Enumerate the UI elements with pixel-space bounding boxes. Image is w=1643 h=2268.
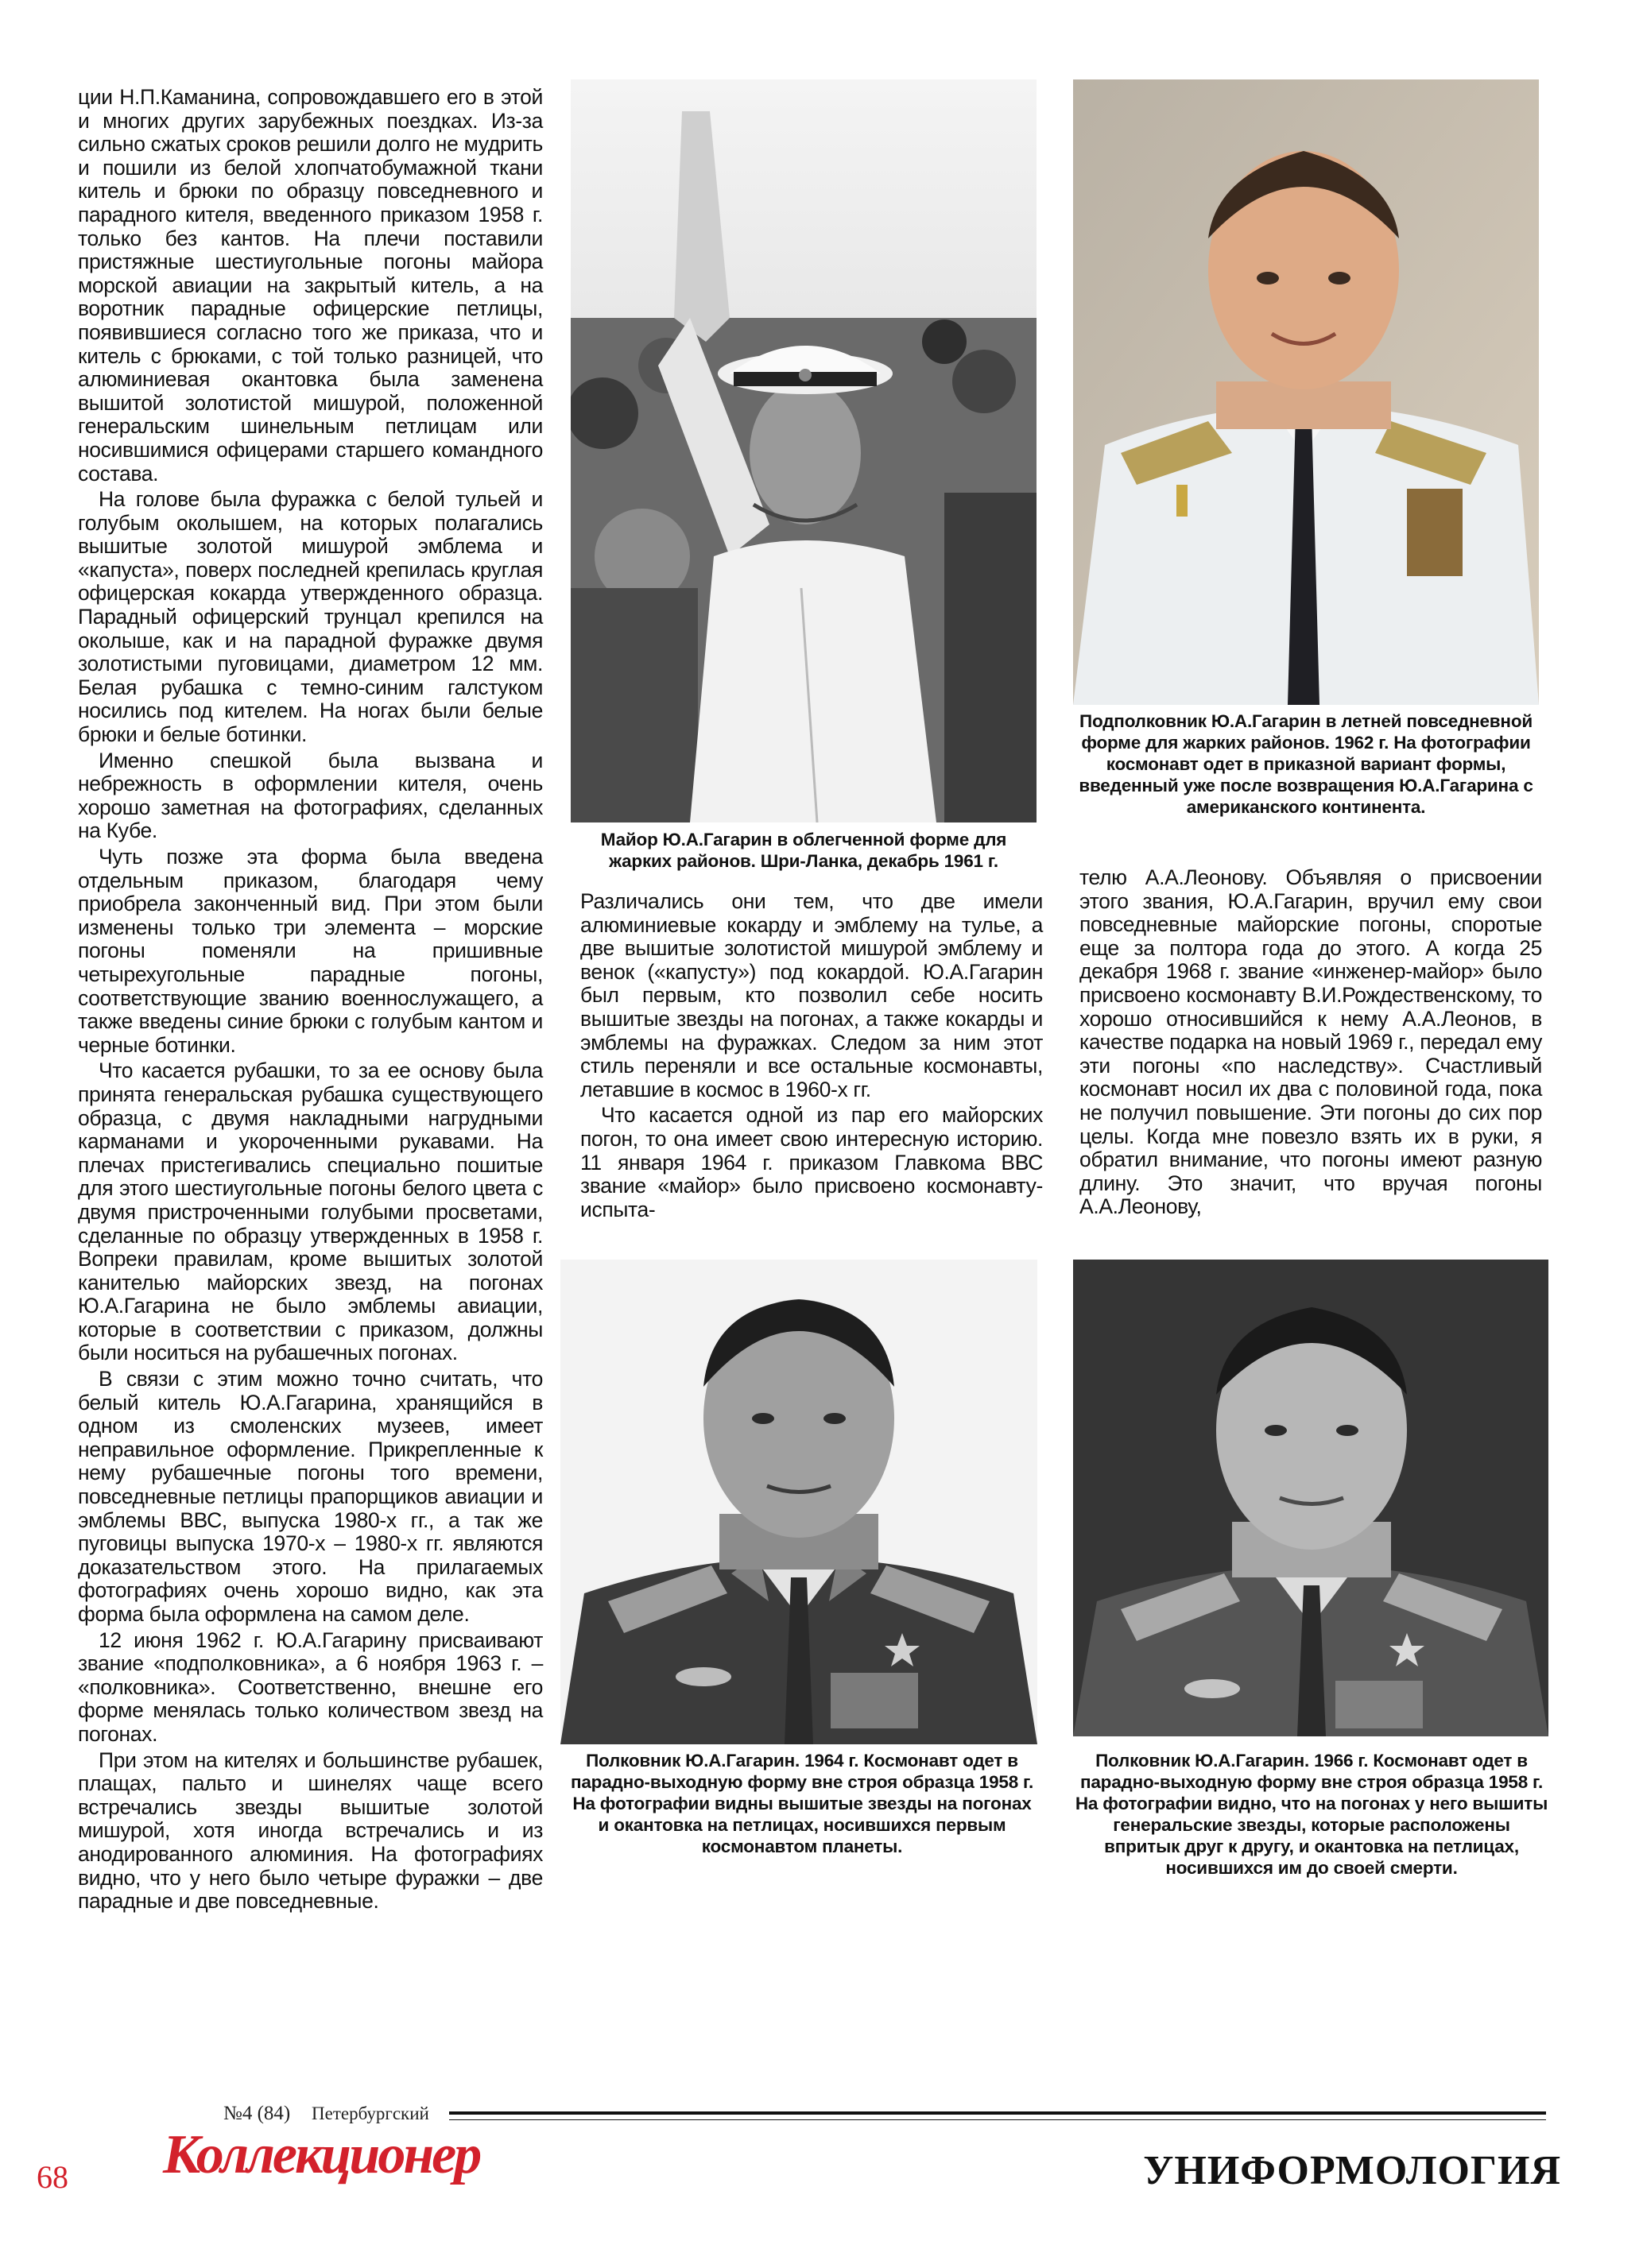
paragraph: Чуть позже эта форма была введена отдельным приказом, благодаря чему приобрела законченный вид. При этом были изменены только три элемента – морские погоны поменяли на пришивные четырехугольные парадные погоны, соответствующие званию военнослужащего, а также введены синие брюки с голубым кантом и черные ботинки. <box>78 845 543 1057</box>
photo-caption: Полковник Ю.А.Гагарин. 1966 г. Космонавт одет в парадно-выходную форму вне строя образца 1958 г. На фотографии видно, что на погонах у него вышиты генеральские звезды, которые расположены впритык друг к другу, и окантовка на петлицах, носившихся им до своей смерти. <box>1075 1751 1548 1878</box>
magazine-city: Петербургский <box>312 2104 429 2123</box>
magazine-logo: Коллекционер <box>163 2124 480 2185</box>
left-text-column <box>78 86 543 1916</box>
footer-rule-bottom <box>449 2119 1546 2120</box>
paragraph: Именно спешкой была вызвана и небрежность в оформлении кителя, очень хорошо заметная на фотографиях, сделанных на Кубе. <box>78 748 543 843</box>
photo-caption: Майор Ю.А.Гагарин в облегченной форме для жарких районов. Шри-Ланка, декабрь 1961 г. <box>600 830 1007 871</box>
photo-caption: Подполковник Ю.А.Гагарин в летней повседневной форме для жарких районов. 1962 г. На фотографии космонавт одет в приказной вариант формы, введенный уже после возвращения Ю.А.Гагарина с американского континента. <box>1079 711 1533 817</box>
page-number: 68 <box>37 2159 68 2195</box>
photo-gagarin-white-uniform <box>1073 79 1539 705</box>
paragraph: 12 июня 1962 г. Ю.А.Гагарину присваивают звание «подполковника», а 6 ноября 1963 г. – «полковника». Соответственно, внешне его форме менялась только количеством звезд на погонах. <box>78 1627 543 1746</box>
paragraph: В связи с этим можно точно считать, что белый китель Ю.А.Гагарина, хранящийся в одном из смоленских музеев, имеет неправильное оформление. Прикрепленные к нему рубашечные погоны того времени, повседневные петлицы прапорщиков авиации и эмблемы ВВС, выпуска 1980-х гг., а так же пуговицы выпуска 1970-х – 1980-х гг. являются доказательством этого. На прилагаемых фотографиях очень хорошо видно, как эта форма была оформлена на самом деле. <box>78 1367 543 1626</box>
paragraph: На голове была фуражка с белой тульей и голубым околышем, на которых полагались вышитые золотой мишурой эмблема и «капуста», поверх последней крепилась круглая офицерская кокарда утвержденного образца. Парадный офицерский трунцал крепился на околыше, как и на парадной фуражке двумя золотистыми пуговицами, диаметром 12 мм. Белая рубашка с темно-синим галстуком носились под кителем. На ногах были белые брюки и белые ботинки. <box>78 487 543 747</box>
paragraph: Что касается одной из пар его майорских погон, то она имеет свою интересную историю. 11 января 1964 г. приказом Главкома ВВС звание «майор» было присвоено космонавту-испыта- <box>580 1103 1043 1221</box>
paragraph: Различались они тем, что две имели алюминиевые кокарду и эмблему на тулье, а две вышитые золотистой мишурой эмблему и венок («капусту») под кокардой. Ю.А.Гагарин был первым, кто позволил себе носить вышитые звезды на погонах, а также кокарды и эмблемы на фуражках. Следом за ним этот стиль переняли и все остальные космонавты, летавшие в космос в 1960-х гг. <box>580 889 1043 1101</box>
photo-gagarin-1964 <box>560 1260 1037 1744</box>
paragraph: ции Н.П.Каманина, сопровождавшего его в этой и многих других зарубежных поездках. Из-за сильно сжатых сроков решили долго не мудрить и пошили из белой хлопчатобумажной ткани китель и брюки по образцу повседневного и парадного кителя, введенного приказом 1958 г. только без кантов. На плечи поставили пристяжные шестиугольные погоны майора морской авиации на закрытый китель, а на воротник парадные офицерские петлицы, появившиеся согласно того же приказа, что и китель с брюками, с той только разницей, что алюминиевая окантовка была заменена вышитой золотистой мишурой, положенной генеральским шинельным петлицам или носившимися офицерами старшего командного состава. <box>78 85 543 486</box>
paragraph: телю А.А.Леонову. Объявляя о присвоении этого звания, Ю.А.Гагарин, вручил ему свои повседневные майорские погоны, споротые еще за полтора года до этого. А когда 25 декабря 1968 г. звание «инженер-майор» было присвоено космонавту В.И.Рождественскому, то хорошо относившийся к нему А.А.Леонов, в качестве подарка на новый 1969 г., передал ему эти погоны «по наследству». Счастливый космонавт носил их два с половиной года, пока не получил повышение. Эти погоны до сих пор целы. Когда мне повезло взять их в руки, я обратил внимание, что погоны имеют разную длину. Это значит, что вручая погоны А.А.Леонову, <box>1079 865 1542 1219</box>
right-text-column <box>1079 866 1542 1221</box>
photo-caption: Полковник Ю.А.Гагарин. 1964 г. Космонавт одет в парадно-выходную форму вне строя образца 1958 г. На фотографии видны вышитые звезды на погонах и окантовка на петлицах, носившихся первым космонавтом планеты. <box>570 1751 1034 1856</box>
footer-rule <box>449 2111 1546 2115</box>
magazine-issue: №4 (84) <box>223 2103 291 2124</box>
middle-text-column <box>580 890 1043 1224</box>
paragraph: Что касается рубашки, то за ее основу была принята генеральская рубашка существующего образца, с двумя накладными нагрудными карманами и укороченными рукавами. На плечах пристегивались специально пошитые для этого шестиугольные погоны белого цвета с двумя пристроченными голубыми просветами, сделанные по образцу утвержденных в 1958 г. Вопреки правилам, кроме вышитых золотой канителью майорских звезд, на погонах Ю.А.Гагарина не было эмблемы авиации, которые в соответствии с приказом, должны были носиться на рубашечных погонах. <box>78 1059 543 1365</box>
photo-gagarin-1966 <box>1073 1260 1548 1736</box>
section-title: УНИФОРМОЛОГИЯ <box>1143 2148 1561 2193</box>
photo-gagarin-sri-lanka <box>571 79 1037 822</box>
paragraph: При этом на кителях и большинстве рубашек, плащах, пальто и шинелях чаще всего встречались звезды вышитые золотой мишурой, хотя иногда встречались и из анодированного алюминия. На фотографиях видно, что у него было четыре фуражки – две парадные и две повседневные. <box>78 1747 543 1914</box>
